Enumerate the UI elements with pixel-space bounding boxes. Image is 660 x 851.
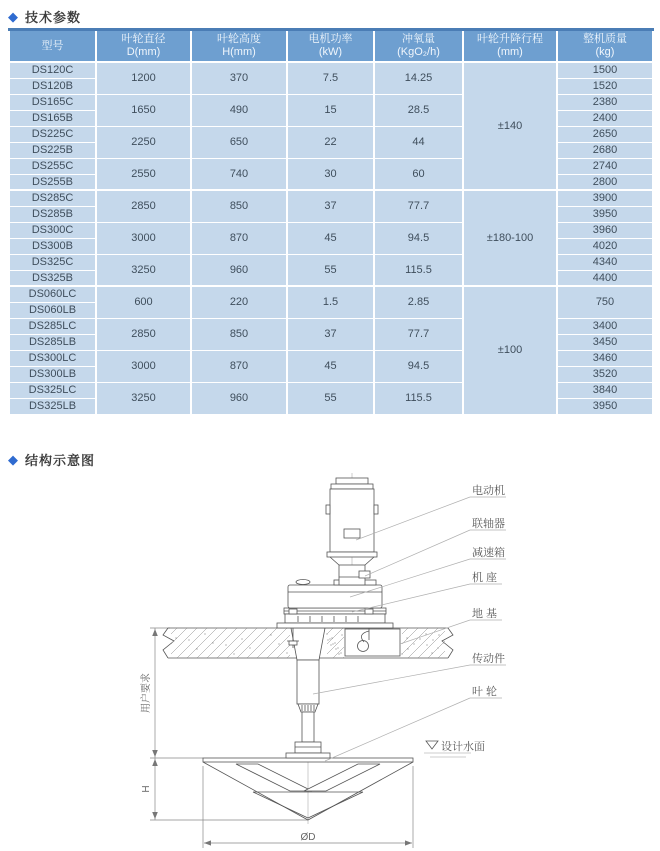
model-cell: DS285LB xyxy=(9,334,96,350)
model-cell: DS060LC xyxy=(9,286,96,302)
diameter-cell: 2550 xyxy=(96,158,191,190)
spec-table xyxy=(8,28,654,415)
section-structure-title: 结构示意图 xyxy=(25,453,96,468)
model-cell: DS325B xyxy=(9,270,96,286)
oxygen-cell: 28.5 xyxy=(374,94,463,126)
power-cell: 22 xyxy=(287,126,374,158)
oxygen-cell: 14.25 xyxy=(374,62,463,94)
mass-cell: 1500 xyxy=(557,62,653,78)
model-cell: DS165B xyxy=(9,110,96,126)
model-cell: DS060LB xyxy=(9,302,96,318)
oxygen-cell: 77.7 xyxy=(374,190,463,222)
diameter-cell: 3000 xyxy=(96,350,191,382)
height-cell: 850 xyxy=(191,190,287,222)
height-cell: 490 xyxy=(191,94,287,126)
motor xyxy=(326,478,378,565)
mass-cell: 2680 xyxy=(557,142,653,158)
col-header-0: 型号 xyxy=(9,30,96,63)
model-cell: DS300B xyxy=(9,238,96,254)
power-cell: 45 xyxy=(287,350,374,382)
label-water-level: 设计水面 xyxy=(441,741,485,753)
table-row xyxy=(9,94,653,110)
model-cell: DS325LB xyxy=(9,398,96,414)
col-header-6: 整机质量 (kg) xyxy=(557,30,653,63)
diameter-cell: 1200 xyxy=(96,62,191,94)
model-cell: DS300C xyxy=(9,222,96,238)
power-cell: 37 xyxy=(287,190,374,222)
model-cell: DS120B xyxy=(9,78,96,94)
oxygen-cell: 77.7 xyxy=(374,318,463,350)
mass-cell: 4340 xyxy=(557,254,653,270)
section-params-title: 技术参数 xyxy=(25,10,82,25)
dim-user-requirement: 用户要求 xyxy=(141,673,152,713)
stroke-cell: ±100 xyxy=(463,286,557,414)
structure-diagram xyxy=(0,452,660,851)
oxygen-cell: 44 xyxy=(374,126,463,158)
height-cell: 370 xyxy=(191,62,287,94)
height-cell: 870 xyxy=(191,350,287,382)
oxygen-cell: 115.5 xyxy=(374,382,463,414)
label-motor: 电动机 xyxy=(472,485,505,497)
power-cell: 55 xyxy=(287,382,374,414)
height-cell: 220 xyxy=(191,286,287,318)
label-base: 机 座 xyxy=(472,572,498,584)
height-cell: 650 xyxy=(191,126,287,158)
height-cell: 960 xyxy=(191,254,287,286)
diameter-cell: 2250 xyxy=(96,126,191,158)
mass-cell: 2400 xyxy=(557,110,653,126)
mass-cell: 3840 xyxy=(557,382,653,398)
label-foundation: 地 基 xyxy=(472,608,498,620)
col-header-2: 叶轮高度 H(mm) xyxy=(191,30,287,63)
table-row xyxy=(9,382,653,398)
mass-cell: 3960 xyxy=(557,222,653,238)
diameter-cell: 3250 xyxy=(96,254,191,286)
table-row xyxy=(9,350,653,366)
model-cell: DS225C xyxy=(9,126,96,142)
height-cell: 850 xyxy=(191,318,287,350)
stroke-cell: ±180-100 xyxy=(463,190,557,286)
model-cell: DS300LC xyxy=(9,350,96,366)
model-cell: DS165C xyxy=(9,94,96,110)
diameter-cell: 600 xyxy=(96,286,191,318)
dimensions xyxy=(139,628,413,848)
col-header-1: 叶轮直径 D(mm) xyxy=(96,30,191,63)
label-gearbox: 减速箱 xyxy=(472,547,505,559)
height-cell: 740 xyxy=(191,158,287,190)
mass-cell: 3950 xyxy=(557,398,653,414)
mass-cell: 3400 xyxy=(557,318,653,334)
table-row xyxy=(9,158,653,174)
mass-cell: 2740 xyxy=(557,158,653,174)
model-cell: DS255B xyxy=(9,174,96,190)
model-cell: DS325LC xyxy=(9,382,96,398)
col-header-5: 叶轮升降行程 (mm) xyxy=(463,30,557,63)
model-cell: DS325C xyxy=(9,254,96,270)
power-cell: 45 xyxy=(287,222,374,254)
slab-pocket xyxy=(345,629,400,656)
label-impeller: 叶 轮 xyxy=(472,686,498,698)
power-cell: 1.5 xyxy=(287,286,374,318)
diameter-cell: 3250 xyxy=(96,382,191,414)
oxygen-cell: 60 xyxy=(374,158,463,190)
power-cell: 55 xyxy=(287,254,374,286)
mass-cell: 2380 xyxy=(557,94,653,110)
model-cell: DS300LB xyxy=(9,366,96,382)
diameter-cell: 3000 xyxy=(96,222,191,254)
mass-cell: 750 xyxy=(557,286,653,318)
diamond-icon: ◆ xyxy=(8,9,19,24)
height-cell: 870 xyxy=(191,222,287,254)
table-row xyxy=(9,318,653,334)
mass-cell: 4400 xyxy=(557,270,653,286)
model-cell: DS120C xyxy=(9,62,96,78)
diamond-icon: ◆ xyxy=(8,452,19,467)
model-cell: DS285LC xyxy=(9,318,96,334)
table-row xyxy=(9,190,653,206)
section-title-params xyxy=(8,7,81,26)
mass-cell: 3520 xyxy=(557,366,653,382)
model-cell: DS225B xyxy=(9,142,96,158)
dim-h: H xyxy=(141,785,152,793)
mass-cell: 3950 xyxy=(557,206,653,222)
oxygen-cell: 94.5 xyxy=(374,222,463,254)
oxygen-cell: 115.5 xyxy=(374,254,463,286)
mass-cell: 3460 xyxy=(557,350,653,366)
diameter-cell: 1650 xyxy=(96,94,191,126)
model-cell: DS285B xyxy=(9,206,96,222)
mass-cell: 4020 xyxy=(557,238,653,254)
mass-cell: 2800 xyxy=(557,174,653,190)
table-header-row xyxy=(9,30,653,63)
oxygen-cell: 2.85 xyxy=(374,286,463,318)
power-cell: 15 xyxy=(287,94,374,126)
power-cell: 7.5 xyxy=(287,62,374,94)
gearbox xyxy=(288,580,382,609)
table-row xyxy=(9,254,653,270)
table-row xyxy=(9,126,653,142)
label-transmission: 传动件 xyxy=(472,653,505,665)
table-row xyxy=(9,62,653,78)
height-cell: 960 xyxy=(191,382,287,414)
coupling xyxy=(339,565,370,585)
oxygen-cell: 94.5 xyxy=(374,350,463,382)
label-coupling: 联轴器 xyxy=(472,518,505,530)
water-level-symbol xyxy=(424,739,485,757)
table-row xyxy=(9,286,653,302)
mass-cell: 1520 xyxy=(557,78,653,94)
mass-cell: 3900 xyxy=(557,190,653,206)
diameter-cell: 2850 xyxy=(96,318,191,350)
model-cell: DS285C xyxy=(9,190,96,206)
power-cell: 30 xyxy=(287,158,374,190)
col-header-4: 冲氧量 (KgO₂/h) xyxy=(374,30,463,63)
table-row xyxy=(9,222,653,238)
mass-cell: 3450 xyxy=(557,334,653,350)
mass-cell: 2650 xyxy=(557,126,653,142)
model-cell: DS255C xyxy=(9,158,96,174)
power-cell: 37 xyxy=(287,318,374,350)
dim-diameter: ØD xyxy=(300,832,316,843)
col-header-3: 电机功率 (kW) xyxy=(287,30,374,63)
diameter-cell: 2850 xyxy=(96,190,191,222)
stroke-cell: ±140 xyxy=(463,62,557,190)
